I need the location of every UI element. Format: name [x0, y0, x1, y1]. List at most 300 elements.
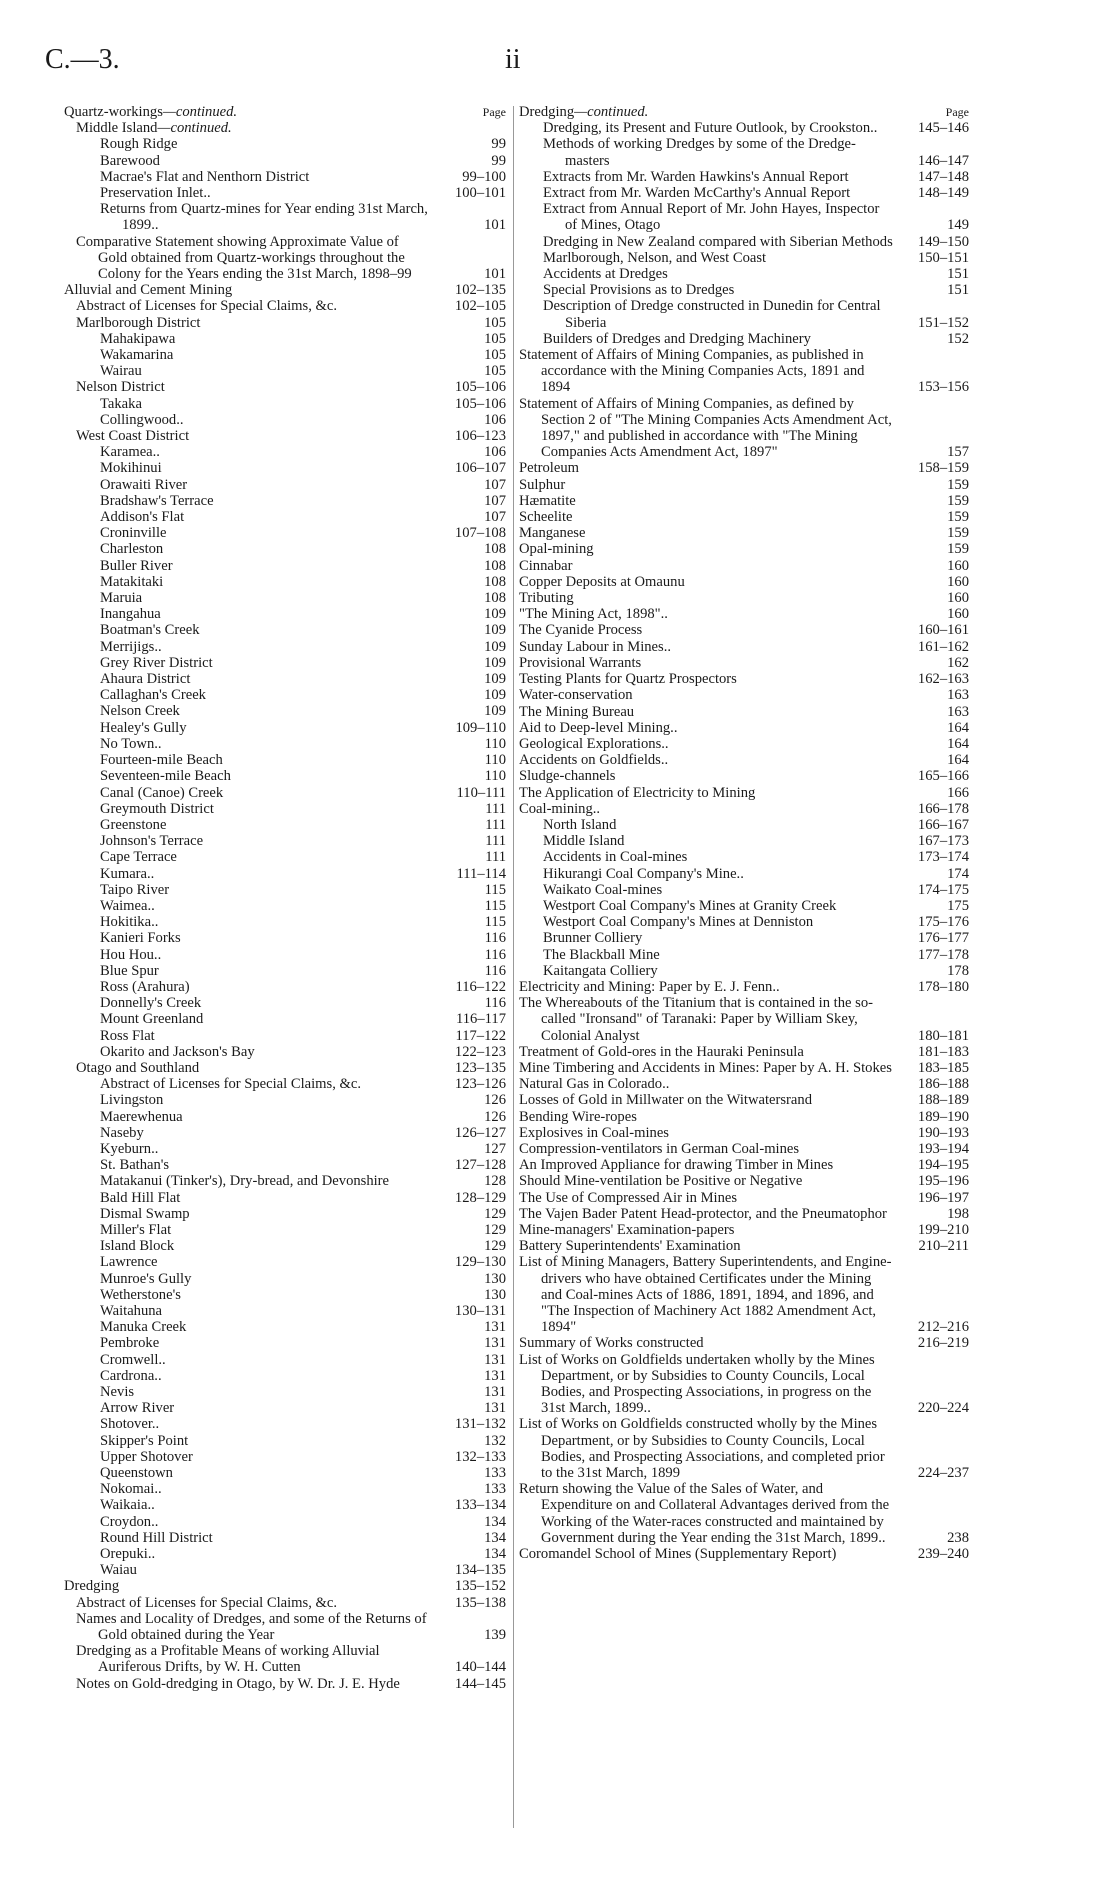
toc-entry-title: Johnson's Terrace: [100, 833, 204, 850]
toc-entry: [519, 136, 969, 168]
toc-entry-title: Mahakipawa: [100, 330, 176, 347]
toc-entry: [519, 947, 969, 963]
toc-entry: [64, 396, 506, 412]
toc-entry-page: 109: [484, 671, 506, 688]
toc-entry-page: 159: [947, 509, 969, 526]
toc-entry-page: 106: [484, 411, 506, 428]
toc-entry-title: Accidents on Goldfields..: [519, 752, 669, 769]
section-suffix: —continued.: [162, 104, 238, 120]
toc-entry: [519, 331, 969, 347]
toc-entry-title: Ross Flat: [100, 1027, 155, 1044]
toc-entry-title: Cardrona..: [100, 1367, 162, 1384]
toc-entry-page: 127–128: [454, 1157, 506, 1174]
toc-entry-title: No Town..: [100, 735, 162, 752]
toc-entry-title: Collingwood..: [100, 411, 184, 428]
toc-entry-page: 212–216: [917, 1319, 969, 1336]
toc-entry-title: Matakanui (Tinker's), Dry-bread, and Devonshire: [100, 1173, 390, 1190]
toc-entry: [519, 1109, 969, 1125]
toc-entry-title: Croydon..: [100, 1513, 159, 1530]
toc-entry: [519, 752, 969, 768]
toc-entry: [519, 1238, 969, 1254]
toc-entry: [519, 622, 969, 638]
toc-entry: [64, 347, 506, 363]
toc-entry: [519, 833, 969, 849]
toc-entry-title: Kyeburn..: [100, 1140, 159, 1157]
toc-entry-page: 107: [484, 476, 506, 493]
toc-entry: [64, 995, 506, 1011]
toc-entry-page: 148–149: [917, 185, 969, 201]
toc-entry: [64, 298, 506, 314]
toc-entry-title: Mokihinui: [100, 460, 162, 477]
toc-entry: [519, 785, 969, 801]
toc-entry-title: Sludge-channels: [519, 768, 616, 785]
toc-entry: [519, 1092, 969, 1108]
toc-entry-page: 108: [484, 541, 506, 558]
toc-entry-page: 134: [484, 1513, 506, 1530]
toc-entry-title: Opal-mining: [519, 541, 594, 558]
toc-entry: [64, 1125, 506, 1141]
toc-entry-title: Returns from Quartz-mines for Year ending 31st March, 1899..: [100, 201, 428, 234]
toc-entry-page: 158–159: [917, 460, 969, 477]
toc-entry-page: 107: [484, 509, 506, 526]
toc-entry: [64, 703, 506, 719]
toc-entry: [519, 639, 969, 655]
toc-entry-page: 175–176: [917, 914, 969, 931]
toc-entry-title: Greenstone: [100, 816, 167, 833]
toc-entry: [64, 687, 506, 703]
toc-entry-title: The Vajen Bader Patent Head-protector, and the Pneumatophor: [519, 1205, 887, 1222]
toc-entry: [64, 801, 506, 817]
toc-entry-title: Buller River: [100, 557, 173, 574]
toc-entry-title: Bald Hill Flat: [100, 1189, 181, 1206]
toc-entry-page: 110–111: [456, 784, 506, 801]
toc-entry-title: Addison's Flat: [100, 509, 185, 526]
toc-entry-title: Waimea..: [100, 897, 155, 914]
toc-entry-page: 131: [484, 1351, 506, 1368]
toc-entry-page: 132–133: [454, 1448, 506, 1465]
toc-entry-page: 108: [484, 557, 506, 574]
toc-entry: [64, 1449, 506, 1465]
toc-entry-page: 134–135: [454, 1562, 506, 1579]
toc-entry: [64, 331, 506, 347]
toc-entry: [519, 250, 969, 266]
toc-entry: [519, 234, 969, 250]
toc-entry-title: The Blackball Mine: [543, 946, 660, 963]
toc-entry-title: Brunner Colliery: [543, 930, 643, 947]
toc-entry-page: 146–147: [917, 152, 969, 169]
toc-entry-title: North Island: [543, 816, 617, 833]
toc-entry-title: Upper Shotover: [100, 1448, 193, 1465]
toc-entry-page: 140–144: [454, 1659, 506, 1676]
toc-entry-title: Karamea..: [100, 444, 160, 461]
toc-entry: [64, 1238, 506, 1254]
toc-entry: [64, 136, 506, 152]
toc-entry-title: St. Bathan's: [100, 1157, 170, 1174]
toc-entry-page: 106: [484, 444, 506, 461]
toc-entry-page: 159: [947, 492, 969, 509]
toc-entry: [519, 541, 969, 557]
toc-entry-page: 163: [947, 687, 969, 704]
toc-entry: [519, 396, 969, 461]
toc-entry-title: Pembroke: [100, 1335, 160, 1352]
toc-entry: [64, 185, 506, 201]
toc-entry-title: Extract from Mr. Warden McCarthy's Annual Report: [543, 185, 851, 201]
toc-entry-page: 123–135: [454, 1059, 506, 1076]
toc-entry-title: Accidents at Dredges: [543, 266, 668, 283]
toc-entry: [519, 736, 969, 752]
toc-entry-title: Orepuki..: [100, 1546, 156, 1563]
toc-entry: [64, 1060, 506, 1076]
toc-entry: [519, 460, 969, 476]
toc-entry-page: 131: [484, 1400, 506, 1417]
toc-entry-title: Explosives in Coal-mines: [519, 1124, 669, 1141]
toc-entry: [519, 1546, 969, 1562]
toc-entry-page: 183–185: [917, 1059, 969, 1076]
toc-entry-page: 109: [484, 703, 506, 720]
toc-entry: [519, 704, 969, 720]
toc-entry-title: Boatman's Creek: [100, 622, 200, 639]
toc-entry: [519, 1222, 969, 1238]
toc-entry-page: 102–105: [454, 298, 506, 315]
toc-entry-page: 178–180: [917, 978, 969, 995]
toc-entry-page: 134: [484, 1546, 506, 1563]
toc-entry-title: Bradshaw's Terrace: [100, 492, 214, 509]
toc-right-column: [519, 104, 969, 1562]
toc-entry-title: Coromandel School of Mines (Supplementary Report): [519, 1546, 837, 1563]
toc-entry-page: 126: [484, 1108, 506, 1125]
toc-entry: [64, 1109, 506, 1125]
toc-entry: [64, 428, 506, 444]
toc-entry: [519, 477, 969, 493]
toc-entry-title: Mine-managers' Examination-papers: [519, 1222, 735, 1238]
toc-entry-page: 128: [484, 1173, 506, 1190]
toc-entry-page: 106–107: [454, 460, 506, 477]
toc-entry: [64, 655, 506, 671]
toc-entry-title: Ahaura District: [100, 671, 191, 688]
toc-entry-title: Waitahuna: [100, 1303, 163, 1319]
toc-entry: [519, 1335, 969, 1351]
toc-entry-page: 105–106: [454, 379, 506, 396]
toc-entry-page: 123–126: [454, 1076, 506, 1093]
toc-entry-page: 110: [484, 752, 506, 769]
toc-entry: [64, 460, 506, 476]
toc-entry-title: Accidents in Coal-mines: [543, 849, 688, 866]
toc-entry-page: 220–224: [917, 1400, 969, 1417]
toc-entry-title: Mine Timbering and Accidents in Mines: Paper by A. H. Stokes: [519, 1059, 892, 1076]
toc-entry: [64, 720, 506, 736]
toc-entry-title: Water-conservation: [519, 687, 633, 704]
toc-entry: [64, 671, 506, 687]
toc-entry: [64, 963, 506, 979]
toc-entry: [519, 801, 969, 817]
toc-entry-title: Munroe's Gully: [100, 1270, 192, 1287]
toc-entry-title: "The Mining Act, 1898"..: [519, 606, 668, 623]
toc-entry: [64, 234, 506, 283]
toc-entry-title: Middle Island: [543, 833, 625, 850]
toc-entry: [64, 444, 506, 460]
toc-entry-title: Natural Gas in Colorado..: [519, 1076, 670, 1093]
toc-entry: [64, 1222, 506, 1238]
section-suffix: —continued.: [574, 104, 649, 120]
toc-entry-title: Should Mine-ventilation be Positive or Negative: [519, 1173, 803, 1190]
toc-entry-page: 166: [947, 784, 969, 801]
toc-entry: [64, 1465, 506, 1481]
toc-entry: [64, 153, 506, 169]
toc-entry-title: Waikato Coal-mines: [543, 881, 663, 898]
toc-entry-page: 147–148: [917, 168, 969, 185]
toc-entry: [64, 1011, 506, 1027]
toc-entry-page: 105: [484, 314, 506, 331]
toc-entry-page: 115: [484, 897, 506, 914]
toc-entry-title: Maruia: [100, 590, 143, 607]
toc-entry-page: 173–174: [917, 849, 969, 866]
toc-entry: [64, 1643, 506, 1675]
toc-entry-title: Island Block: [100, 1238, 175, 1255]
toc-entry-title: Return showing the Value of the Sales of Water, and Expenditure on and Collateral Advantages derived from the Working of the Water-races constructed and maintained by Government during the Year ending the 31st March, 1899..: [519, 1481, 890, 1546]
toc-entry-page: 196–197: [917, 1189, 969, 1206]
toc-entry-page: 239–240: [917, 1546, 969, 1563]
toc-entry: [519, 768, 969, 784]
toc-entry-page: 116: [484, 962, 506, 979]
toc-entry: [64, 1595, 506, 1611]
toc-entry-page: 116: [484, 995, 506, 1012]
toc-entry: [64, 493, 506, 509]
toc-entry-page: 111: [485, 849, 506, 866]
toc-entry-page: 105: [484, 330, 506, 347]
toc-entry: [64, 574, 506, 590]
toc-entry-title: Naseby: [100, 1124, 144, 1141]
toc-entry-page: 106–123: [454, 428, 506, 445]
toc-entry-title: Dredging as a Profitable Means of working Alluvial Auriferous Drifts, by W. H. Cutten: [76, 1643, 380, 1676]
toc-entry-page: 128–129: [454, 1189, 506, 1206]
toc-entry-page: 129: [484, 1221, 506, 1238]
toc-entry-title: The Use of Compressed Air in Mines: [519, 1189, 738, 1206]
toc-entry-title: Charleston: [100, 541, 164, 558]
toc-entry-page: 130–131: [454, 1303, 506, 1319]
toc-entry-page: 131: [484, 1319, 506, 1336]
toc-entry: [64, 1368, 506, 1384]
toc-entry-page: 129: [484, 1238, 506, 1255]
toc-entry-page: 99: [491, 136, 506, 153]
toc-entry: [519, 671, 969, 687]
toc-entry: [64, 639, 506, 655]
toc-entry-title: Methods of working Dredges by some of the Dredge-masters: [543, 136, 856, 169]
toc-entry: [64, 622, 506, 638]
toc-entry-page: 224–237: [917, 1465, 969, 1482]
toc-entry-title: List of Works on Goldfields constructed wholly by the Mines Department, or by Subsidies to County Councils, Local Bodies, and Prospecting Associations, and completed prior to the 31st March, 1899: [519, 1416, 885, 1482]
toc-entry: [64, 1141, 506, 1157]
toc-entry-title: Builders of Dredges and Dredging Machinery: [543, 330, 811, 347]
toc-entry: [519, 525, 969, 541]
toc-entry-title: Dredging, its Present and Future Outlook, by Crookston..: [543, 120, 878, 137]
toc-entry: [64, 1530, 506, 1546]
toc-entry-page: 115: [484, 914, 506, 931]
toc-entry-title: Macrae's Flat and Nenthorn District: [100, 168, 310, 185]
toc-entry-title: Lawrence: [100, 1254, 158, 1271]
toc-entry-page: 159: [947, 525, 969, 542]
toc-entry: [64, 979, 506, 995]
toc-entry-title: Hikurangi Coal Company's Mine..: [543, 865, 744, 882]
toc-entry-page: 131–132: [454, 1416, 506, 1433]
toc-entry-page: 105: [484, 363, 506, 380]
toc-entry: [64, 282, 506, 298]
toc-entry: [519, 914, 969, 930]
toc-entry-title: Names and Locality of Dredges, and some of the Returns of Gold obtained during the Year: [76, 1610, 427, 1644]
toc-entry-title: Wairau: [100, 363, 142, 380]
toc-entry: [64, 525, 506, 541]
toc-entry-page: 195–196: [917, 1173, 969, 1190]
toc-entry: [519, 995, 969, 1044]
toc-entry: [64, 1611, 506, 1643]
toc-entry-title: Merrijigs..: [100, 638, 162, 655]
document-code: C.—3.: [45, 44, 120, 75]
toc-entry-title: Hokitika..: [100, 914, 159, 931]
toc-entry-page: 127: [484, 1140, 506, 1157]
toc-entry-title: The Application of Electricity to Mining: [519, 784, 756, 801]
toc-entry: [64, 1676, 506, 1692]
toc-entry: [64, 1092, 506, 1108]
toc-entry-title: Dredging: [64, 1578, 120, 1595]
toc-entry: [519, 590, 969, 606]
toc-entry-page: 194–195: [917, 1157, 969, 1174]
toc-entry: [64, 477, 506, 493]
toc-entry: [64, 541, 506, 557]
toc-entry-title: Summary of Works constructed: [519, 1335, 704, 1352]
toc-entry-title: Marlborough District: [76, 314, 201, 331]
toc-entry: [64, 1335, 506, 1351]
toc-entry-title: Sulphur: [519, 476, 566, 493]
toc-entry: [64, 1044, 506, 1060]
toc-entry-list: [64, 136, 506, 1692]
toc-entry-page: 216–219: [917, 1335, 969, 1352]
toc-entry-page: 164: [947, 752, 969, 769]
toc-entry-title: Abstract of Licenses for Special Claims, &c.: [76, 298, 337, 315]
toc-entry-title: Croninville: [100, 525, 167, 542]
toc-entry-page: 109: [484, 687, 506, 704]
toc-entry-page: 150–151: [917, 249, 969, 266]
toc-entry-page: 116: [484, 946, 506, 963]
toc-entry-title: Rough Ridge: [100, 136, 178, 153]
toc-entry: [64, 1173, 506, 1189]
toc-entry-page: 122–123: [454, 1043, 506, 1060]
toc-entry: [64, 1546, 506, 1562]
toc-entry-title: Livingston: [100, 1092, 164, 1109]
toc-entry-title: Dismal Swamp: [100, 1205, 190, 1222]
toc-entry: [519, 1352, 969, 1417]
toc-entry-title: Petroleum: [519, 460, 579, 477]
toc-entry: [64, 947, 506, 963]
toc-entry: [64, 412, 506, 428]
toc-entry-page: 160: [947, 590, 969, 607]
toc-entry-page: 132: [484, 1432, 506, 1449]
column-header: [64, 104, 506, 120]
toc-entry-title: Westport Coal Company's Mines at Granity Creek: [543, 897, 837, 914]
toc-entry: [519, 720, 969, 736]
toc-entry: [64, 1497, 506, 1513]
toc-entry-page: 186–188: [917, 1076, 969, 1093]
toc-entry: [519, 817, 969, 833]
toc-entry-title: Maerewhenua: [100, 1108, 183, 1125]
column-divider: [513, 106, 514, 1828]
toc-entry-title: Mount Greenland: [100, 1011, 204, 1028]
toc-entry-page: 130: [484, 1286, 506, 1303]
toc-entry-title: Electricity and Mining: Paper by E. J. Fenn..: [519, 978, 780, 995]
toc-entry-title: Statement of Affairs of Mining Companies, as defined by Section 2 of "The Mining Companies Acts Amendment Act, 1897," and published in accordance with "The Mining Companies Acts Amendment Act, 1897": [519, 395, 892, 461]
page-number: ii: [505, 44, 521, 75]
toc-entry-title: Queenstown: [100, 1465, 173, 1482]
toc-entry: [64, 1481, 506, 1497]
toc-entry-page: 157: [947, 444, 969, 461]
toc-entry: [519, 1141, 969, 1157]
toc-entry-page: 130: [484, 1270, 506, 1287]
toc-entry-page: 166–178: [917, 800, 969, 817]
toc-entry: [519, 493, 969, 509]
toc-entry-title: West Coast District: [76, 428, 190, 445]
toc-entry-page: 111: [485, 800, 506, 817]
toc-entry: [64, 1416, 506, 1432]
toc-entry: [519, 963, 969, 979]
toc-entry: [519, 201, 969, 233]
toc-entry-page: 126–127: [454, 1124, 506, 1141]
toc-entry-title: Nelson District: [76, 379, 165, 396]
toc-entry-page: 178: [947, 962, 969, 979]
toc-entry-page: 101: [484, 266, 506, 282]
toc-entry-title: Westport Coal Company's Mines at Denniston: [543, 914, 814, 931]
toc-entry: [64, 785, 506, 801]
toc-entry: [64, 1271, 506, 1287]
toc-entry-page: 107: [484, 492, 506, 509]
toc-entry: [64, 1076, 506, 1092]
toc-entry-page: 162: [947, 654, 969, 671]
toc-entry-title: Barewood: [100, 152, 160, 169]
toc-entry-title: Manganese: [519, 525, 586, 542]
toc-entry-page: 151: [947, 282, 969, 299]
page-column-label: Page: [945, 105, 969, 119]
toc-entry-title: Description of Dredge constructed in Dunedin for Central Siberia: [543, 298, 881, 331]
toc-entry-page: 109: [484, 606, 506, 623]
toc-entry-page: 153–156: [917, 379, 969, 396]
toc-entry-title: Nokomai..: [100, 1481, 162, 1498]
toc-entry: [64, 866, 506, 882]
toc-entry-title: Skipper's Point: [100, 1432, 189, 1449]
toc-entry: [519, 266, 969, 282]
toc-entry: [519, 282, 969, 298]
toc-entry-page: 111: [485, 833, 506, 850]
toc-entry-page: 164: [947, 735, 969, 752]
toc-entry: [64, 1384, 506, 1400]
toc-entry: [64, 882, 506, 898]
toc-entry-page: 160: [947, 557, 969, 574]
toc-entry-title: Wetherstone's: [100, 1286, 181, 1303]
toc-entry-title: Abstract of Licenses for Special Claims, &c.: [100, 1076, 361, 1093]
toc-entry-title: Testing Plants for Quartz Prospectors: [519, 671, 737, 688]
toc-entry-page: 151: [947, 266, 969, 283]
toc-entry-title: Bending Wire-ropes: [519, 1108, 637, 1125]
toc-entry-page: 111: [485, 816, 506, 833]
toc-entry-page: 131: [484, 1335, 506, 1352]
toc-entry: [519, 849, 969, 865]
toc-entry-page: 159: [947, 541, 969, 558]
toc-entry: [519, 347, 969, 396]
toc-entry: [519, 606, 969, 622]
toc-entry-page: 129–130: [454, 1254, 506, 1271]
toc-entry-page: 115: [484, 881, 506, 898]
toc-entry: [519, 509, 969, 525]
toc-entry: [64, 849, 506, 865]
toc-entry-title: The Whereabouts of the Titanium that is contained in the so-called "Ironsand" of Taranaki: Paper by William Skey, Colonial Analyst: [519, 995, 873, 1044]
toc-entry-list: [519, 120, 969, 1562]
column-header: [519, 104, 969, 120]
